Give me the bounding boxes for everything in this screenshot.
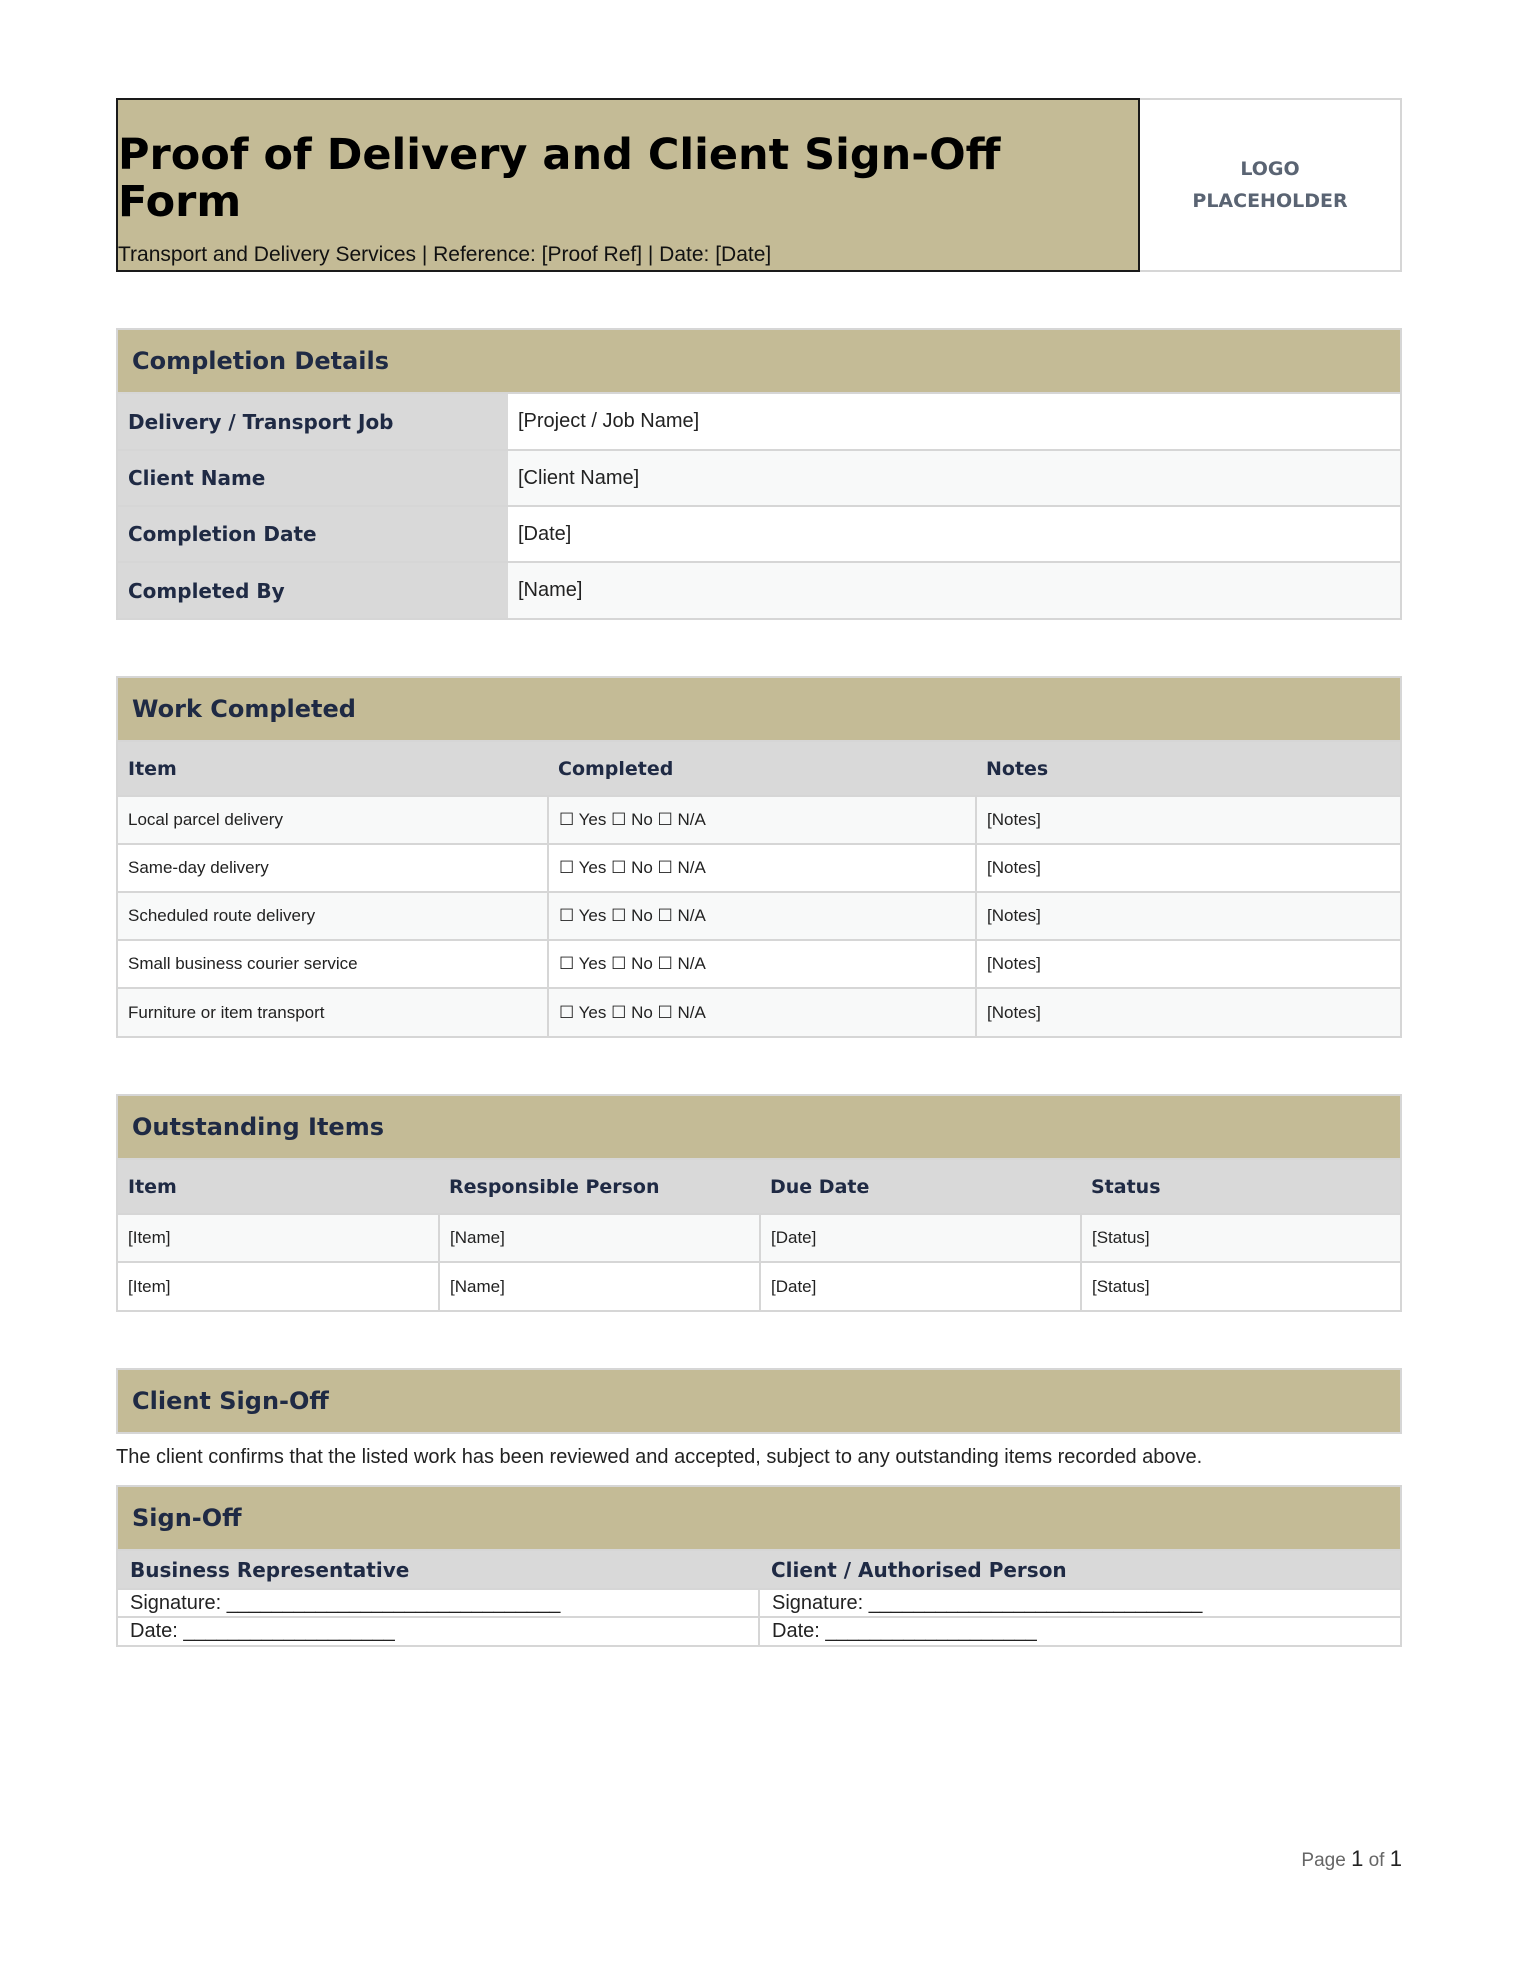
column-header: Item xyxy=(118,742,548,796)
due-date-field[interactable]: [Date] xyxy=(760,1262,1081,1310)
completed-checkboxes[interactable]: ☐ Yes ☐ No ☐ N/A xyxy=(548,988,976,1036)
form-header xyxy=(116,98,1402,272)
client-signature-field[interactable]: Signature: ______________________________ xyxy=(759,1589,1400,1617)
table-header-row xyxy=(118,1551,1400,1589)
item-field[interactable]: [Item] xyxy=(118,1262,439,1310)
job-name-field[interactable]: [Project / Job Name] xyxy=(518,410,700,432)
item-field[interactable]: [Item] xyxy=(118,1214,439,1262)
page-title: Proof of Delivery and Client Sign-Off Form xyxy=(118,130,1001,228)
work-item: Same-day delivery xyxy=(118,844,548,892)
page-current: 1 xyxy=(1351,1846,1364,1871)
column-header: Completed xyxy=(548,742,976,796)
table-row xyxy=(118,1262,1400,1310)
table-header-row xyxy=(118,742,1400,796)
table-row xyxy=(118,394,1400,450)
completed-checkboxes[interactable]: ☐ Yes ☐ No ☐ N/A xyxy=(548,796,976,844)
of-word: of xyxy=(1368,1850,1385,1871)
business-date-field[interactable]: Date: ___________________ xyxy=(118,1617,759,1645)
column-header: Responsible Person xyxy=(439,1160,760,1214)
client-signoff-section xyxy=(116,1368,1402,1434)
table-row xyxy=(118,988,1400,1036)
work-item: Furniture or item transport xyxy=(118,988,548,1036)
notes-field[interactable]: [Notes] xyxy=(976,988,1400,1036)
table-row xyxy=(118,506,1400,562)
signoff-section xyxy=(116,1485,1402,1647)
page-word: Page xyxy=(1301,1850,1346,1871)
responsible-person-field[interactable]: [Name] xyxy=(439,1262,760,1310)
notes-field[interactable]: [Notes] xyxy=(976,892,1400,940)
outstanding-items-section xyxy=(116,1094,1402,1312)
notes-field[interactable]: [Notes] xyxy=(976,796,1400,844)
notes-field[interactable]: [Notes] xyxy=(976,940,1400,988)
due-date-field[interactable]: [Date] xyxy=(760,1214,1081,1262)
table-header-row xyxy=(118,1160,1400,1214)
field-label: Delivery / Transport Job xyxy=(118,394,508,450)
completion-date-field[interactable]: [Date] xyxy=(508,506,1400,562)
responsible-person-field[interactable]: [Name] xyxy=(439,1214,760,1262)
title-block xyxy=(116,98,1140,272)
field-label: Completion Date xyxy=(118,506,508,562)
status-field[interactable]: [Status] xyxy=(1081,1262,1400,1310)
page-total: 1 xyxy=(1389,1846,1402,1871)
completed-by-field[interactable]: [Name] xyxy=(508,562,1400,618)
notes-field[interactable]: [Notes] xyxy=(976,844,1400,892)
section-title-signoff: Sign-Off xyxy=(118,1487,1400,1551)
logo-placeholder xyxy=(1140,98,1402,272)
column-header: Due Date xyxy=(760,1160,1081,1214)
table-row xyxy=(118,1214,1400,1262)
table-row xyxy=(118,796,1400,844)
page-subtitle: Transport and Delivery Services | Reference: [Proof Ref] | Date: [Date] xyxy=(118,242,772,266)
logo-line-1: LOGO xyxy=(1240,158,1300,180)
client-name-field[interactable]: [Client Name] xyxy=(508,450,1400,506)
completion-details-section xyxy=(116,328,1402,620)
column-header: Item xyxy=(118,1160,439,1214)
table-row xyxy=(118,844,1400,892)
work-completed-section xyxy=(116,676,1402,1038)
completed-checkboxes[interactable]: ☐ Yes ☐ No ☐ N/A xyxy=(548,940,976,988)
field-label: Client Name xyxy=(118,450,508,506)
column-header: Status xyxy=(1081,1160,1400,1214)
signoff-table xyxy=(118,1551,1400,1645)
completion-details-table xyxy=(118,394,1400,618)
completed-checkboxes[interactable]: ☐ Yes ☐ No ☐ N/A xyxy=(548,844,976,892)
work-item: Scheduled route delivery xyxy=(118,892,548,940)
client-confirmation-text: The client confirms that the listed work has been reviewed and accepted, subject to any outstanding items recorded above. xyxy=(116,1446,1203,1468)
status-field[interactable]: [Status] xyxy=(1081,1214,1400,1262)
field-label: Completed By xyxy=(118,562,508,618)
column-header: Notes xyxy=(976,742,1400,796)
section-title-completion: Completion Details xyxy=(118,330,1400,394)
work-completed-table xyxy=(118,742,1400,1036)
logo-line-2: PLACEHOLDER xyxy=(1192,190,1348,212)
work-item: Small business courier service xyxy=(118,940,548,988)
table-row xyxy=(118,940,1400,988)
client-date-field[interactable]: Date: ___________________ xyxy=(759,1617,1400,1645)
table-row xyxy=(118,1589,1400,1617)
table-row xyxy=(118,1617,1400,1645)
form-page xyxy=(116,98,1402,1647)
column-header-business: Business Representative xyxy=(118,1551,759,1589)
section-title-work: Work Completed xyxy=(118,678,1400,742)
table-row xyxy=(118,892,1400,940)
business-signature-field[interactable]: Signature: ______________________________ xyxy=(118,1589,759,1617)
column-header-client: Client / Authorised Person xyxy=(759,1551,1400,1589)
page-number xyxy=(1301,1846,1402,1872)
section-title-client-signoff: Client Sign-Off xyxy=(118,1370,1400,1432)
completed-checkboxes[interactable]: ☐ Yes ☐ No ☐ N/A xyxy=(548,892,976,940)
work-item: Local parcel delivery xyxy=(118,796,548,844)
table-row xyxy=(118,450,1400,506)
outstanding-items-table xyxy=(118,1160,1400,1310)
section-title-outstanding: Outstanding Items xyxy=(118,1096,1400,1160)
table-row xyxy=(118,562,1400,618)
